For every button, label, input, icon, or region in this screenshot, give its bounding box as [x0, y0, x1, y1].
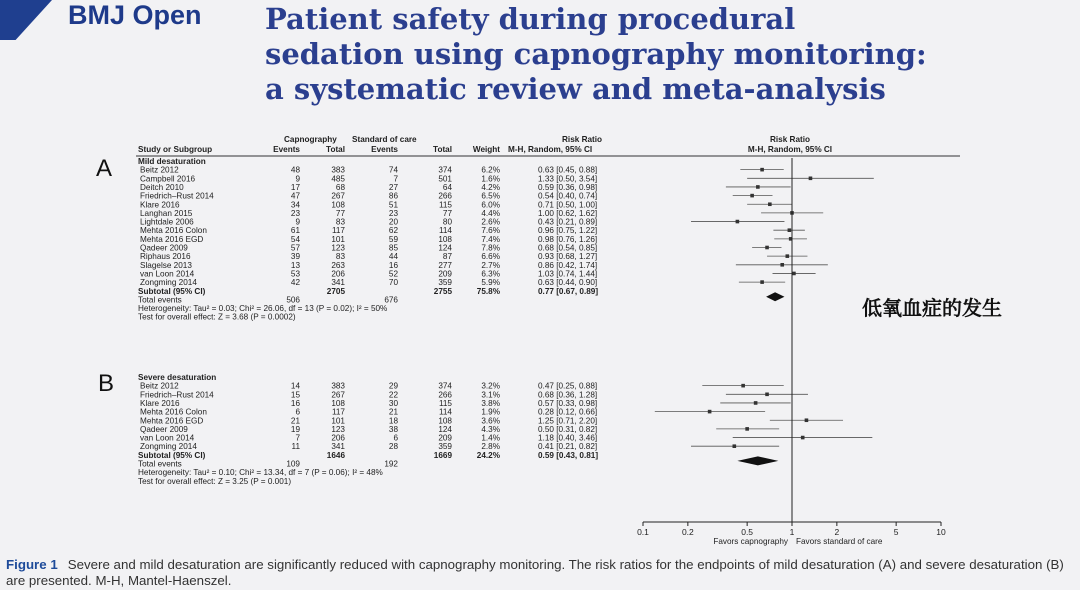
events-capnography: 6 — [295, 407, 300, 417]
point-estimate — [786, 254, 790, 258]
total-capnography: 108 — [331, 398, 345, 408]
total-capnography: 108 — [331, 200, 345, 210]
study-rr-ci: 0.43 [0.21, 0.89] — [538, 217, 598, 227]
study-name: Deitch 2010 — [140, 182, 184, 192]
study-name: Zongming 2014 — [140, 442, 197, 452]
events-capnography: 54 — [290, 234, 300, 244]
events-capnography: 21 — [290, 416, 300, 426]
events-capnography: 47 — [290, 191, 300, 201]
title-line-1: Patient safety during procedural — [265, 2, 796, 36]
events-standard: 21 — [388, 407, 398, 417]
events-capnography: 48 — [290, 165, 300, 175]
total-standard: 87 — [442, 252, 452, 262]
subtotal-label: Subtotal (95% CI) — [138, 450, 206, 460]
study-weight: 1.4% — [481, 433, 500, 443]
events-standard: 86 — [388, 191, 398, 201]
point-estimate — [765, 393, 769, 397]
total-capnography: 383 — [331, 165, 345, 175]
subtotal-diamond — [737, 456, 778, 465]
study-weight: 7.8% — [481, 243, 500, 253]
study-name: Slagelse 2013 — [140, 260, 192, 270]
total-capnography: 267 — [331, 390, 345, 400]
total-capnography: 123 — [331, 424, 345, 434]
study-name: Mehta 2016 EGD — [140, 416, 204, 426]
study-name: Friedrich–Rust 2014 — [140, 191, 214, 201]
total-events-standard: 192 — [384, 459, 398, 469]
point-estimate — [708, 410, 712, 414]
study-name: van Loon 2014 — [140, 433, 195, 443]
events-capnography: 11 — [291, 442, 300, 452]
study-weight: 7.4% — [481, 234, 500, 244]
point-estimate — [756, 185, 760, 189]
total-standard: 108 — [438, 234, 452, 244]
subtotal-rr-ci: 0.59 [0.43, 0.81] — [538, 450, 599, 460]
study-rr-ci: 1.25 [0.71, 2.20] — [538, 416, 598, 426]
point-estimate — [765, 246, 769, 250]
study-name: Mehta 2016 Colon — [140, 226, 207, 236]
study-name: Beitz 2012 — [140, 165, 179, 175]
total-standard: 108 — [438, 416, 452, 426]
events-standard: 70 — [388, 278, 398, 288]
total-capnography: 485 — [331, 174, 345, 184]
point-estimate — [736, 220, 740, 224]
study-weight: 6.6% — [481, 252, 500, 262]
study-weight: 3.6% — [481, 416, 500, 426]
annotation-hypoxemia: 低氧血症的发生 — [862, 296, 1002, 320]
study-weight: 1.9% — [481, 407, 500, 417]
total-capnography: 68 — [335, 182, 345, 192]
total-capnography: 77 — [335, 208, 345, 218]
events-standard: 30 — [388, 398, 398, 408]
study-name: Klare 2016 — [140, 398, 180, 408]
study-rr-ci: 0.54 [0.40, 0.74] — [538, 191, 598, 201]
study-weight: 4.3% — [481, 424, 500, 434]
point-estimate — [768, 202, 772, 206]
study-weight: 6.2% — [481, 165, 500, 175]
header-capnography: Capnography — [284, 135, 337, 144]
events-standard: 16 — [388, 260, 398, 270]
study-rr-ci: 1.03 [0.74, 1.44] — [538, 269, 598, 279]
total-events-label: Total events — [138, 295, 182, 305]
header-weight: Weight — [472, 145, 500, 154]
total-standard: 124 — [438, 424, 452, 434]
total-standard: 115 — [438, 200, 452, 210]
events-standard: 27 — [388, 182, 398, 192]
total-standard: 277 — [438, 260, 452, 270]
panel-label-a: A — [96, 155, 113, 182]
point-estimate — [754, 401, 758, 405]
total-capnography: 341 — [331, 442, 345, 452]
events-standard: 51 — [388, 200, 398, 210]
total-events-standard: 676 — [384, 295, 398, 305]
header-total-2: Total — [433, 145, 452, 154]
events-capnography: 39 — [290, 252, 300, 262]
total-capnography: 267 — [331, 191, 345, 201]
study-rr-ci: 0.50 [0.31, 0.82] — [538, 424, 598, 434]
events-capnography: 16 — [290, 398, 300, 408]
point-estimate — [733, 444, 737, 448]
study-name: Qadeer 2009 — [140, 243, 188, 253]
study-weight: 2.7% — [481, 260, 500, 270]
study-name: van Loon 2014 — [140, 269, 195, 279]
header-risk-ratio: Risk Ratio — [562, 135, 603, 144]
study-weight: 2.6% — [481, 217, 500, 227]
total-standard: 64 — [442, 182, 452, 192]
total-capnography: 263 — [331, 260, 345, 270]
total-capnography: 83 — [335, 252, 345, 262]
journal-brand: BMJ Open — [68, 0, 202, 30]
header-events-2: Events — [371, 145, 398, 154]
study-name: Langhan 2015 — [140, 208, 193, 218]
events-standard: 6 — [393, 433, 398, 443]
plot-header-mh-random: M-H, Random, 95% CI — [747, 145, 833, 154]
title-line-2: sedation using capnography monitoring: — [265, 37, 927, 71]
study-name: Klare 2016 — [140, 200, 180, 210]
events-standard: 28 — [388, 442, 398, 452]
events-standard: 22 — [388, 390, 398, 400]
total-capnography: 101 — [331, 416, 345, 426]
point-estimate — [788, 228, 792, 232]
total-standard: 266 — [438, 191, 452, 201]
events-capnography: 23 — [290, 208, 300, 218]
study-rr-ci: 1.18 [0.40, 3.46] — [538, 433, 598, 443]
subtotal-total-capnography: 2705 — [326, 286, 345, 296]
heterogeneity-text: Heterogeneity: Tau² = 0.03; Chi² = 26.06, df = 13 (P = 0.02); I² = 50% — [138, 304, 388, 314]
study-name: Campbell 2016 — [140, 174, 196, 184]
events-capnography: 57 — [290, 243, 300, 253]
events-standard: 62 — [388, 226, 398, 236]
caption-text: Severe and mild desaturation are significantly reduced with capnography monitoring. The risk ratios for the endpoints of mild desaturation (A) and severe desaturation (B) are presented. M-H, Mantel-Haenszel. — [6, 557, 1064, 588]
total-standard: 124 — [438, 243, 452, 253]
study-weight: 4.4% — [481, 208, 500, 218]
events-capnography: 42 — [290, 278, 300, 288]
total-capnography: 83 — [335, 217, 345, 227]
x-tick-label: 1 — [789, 527, 795, 537]
figure-label: Figure 1 — [6, 557, 58, 572]
point-estimate — [760, 168, 764, 172]
study-rr-ci: 0.68 [0.54, 0.85] — [538, 243, 598, 253]
subgroup-title: Severe desaturation — [138, 373, 217, 382]
total-standard: 359 — [438, 278, 452, 288]
total-capnography: 206 — [331, 269, 345, 279]
study-name: Zongming 2014 — [140, 278, 197, 288]
study-weight: 3.2% — [481, 381, 500, 391]
subtotal-weight: 24.2% — [476, 450, 500, 460]
total-capnography: 383 — [331, 381, 345, 391]
subtotal-weight: 75.8% — [476, 286, 500, 296]
x-tick-label: 5 — [893, 527, 899, 537]
point-estimate — [809, 177, 813, 181]
total-standard: 209 — [438, 433, 452, 443]
events-capnography: 19 — [290, 424, 300, 434]
study-weight: 6.0% — [481, 200, 500, 210]
total-standard: 374 — [438, 165, 452, 175]
events-capnography: 34 — [290, 200, 300, 210]
study-name: Beitz 2012 — [140, 381, 179, 391]
events-capnography: 13 — [290, 260, 300, 270]
total-capnography: 117 — [331, 407, 345, 417]
events-standard: 7 — [393, 174, 398, 184]
header-standard-of-care: Standard of care — [352, 135, 417, 144]
study-weight: 1.6% — [481, 174, 500, 184]
x-tick-label: 0.5 — [741, 527, 754, 537]
events-standard: 74 — [388, 165, 398, 175]
study-name: Riphaus 2016 — [140, 252, 191, 262]
study-weight: 2.8% — [481, 442, 500, 452]
header-total-1: Total — [326, 145, 345, 154]
events-standard: 23 — [388, 208, 398, 218]
study-rr-ci: 0.71 [0.50, 1.00] — [538, 200, 598, 210]
total-standard: 115 — [438, 398, 452, 408]
point-estimate — [741, 384, 745, 388]
events-capnography: 53 — [290, 269, 300, 279]
point-estimate — [805, 418, 809, 422]
study-weight: 6.5% — [481, 191, 500, 201]
total-capnography: 117 — [331, 226, 345, 236]
total-standard: 77 — [442, 208, 452, 218]
events-standard: 29 — [388, 381, 398, 391]
study-rr-ci: 0.47 [0.25, 0.88] — [538, 381, 598, 391]
study-weight: 7.6% — [481, 226, 500, 236]
point-estimate — [760, 280, 764, 284]
total-capnography: 123 — [331, 243, 345, 253]
subgroup-title: Mild desaturation — [138, 157, 206, 166]
study-weight: 5.9% — [481, 278, 500, 288]
total-events-label: Total events — [138, 459, 182, 469]
study-rr-ci: 0.57 [0.33, 0.98] — [538, 398, 598, 408]
favors-standard-label: Favors standard of care — [796, 537, 883, 546]
total-capnography: 341 — [331, 278, 345, 288]
panel-label-b: B — [98, 370, 115, 397]
total-capnography: 101 — [331, 234, 345, 244]
header-mh-random: M-H, Random, 95% CI — [508, 145, 593, 154]
study-rr-ci: 0.93 [0.68, 1.27] — [538, 252, 598, 262]
events-standard: 85 — [388, 243, 398, 253]
events-capnography: 15 — [290, 390, 300, 400]
study-rr-ci: 0.96 [0.75, 1.22] — [538, 226, 598, 236]
subtotal-total-standard: 1669 — [433, 450, 452, 460]
subtotal-diamond — [766, 292, 784, 301]
figure-caption — [6, 557, 1076, 589]
events-standard: 59 — [388, 234, 398, 244]
events-capnography: 9 — [295, 174, 300, 184]
events-capnography: 14 — [290, 381, 300, 391]
point-estimate — [780, 263, 784, 267]
study-rr-ci: 0.41 [0.21, 0.82] — [538, 442, 598, 452]
point-estimate — [792, 272, 796, 276]
title-line-3: a systematic review and meta-analysis — [265, 72, 886, 106]
heterogeneity-text: Heterogeneity: Tau² = 0.10; Chi² = 13.34, df = 7 (P = 0.06); I² = 48% — [138, 468, 383, 478]
study-rr-ci: 0.86 [0.42, 1.74] — [538, 260, 598, 270]
study-rr-ci: 0.28 [0.12, 0.66] — [538, 407, 598, 417]
header-study: Study or Subgroup — [138, 145, 213, 154]
events-standard: 18 — [388, 416, 398, 426]
total-standard: 209 — [438, 269, 452, 279]
total-standard: 114 — [438, 226, 452, 236]
events-capnography: 17 — [290, 182, 300, 192]
study-rr-ci: 0.59 [0.36, 0.98] — [538, 182, 598, 192]
study-rr-ci: 0.63 [0.45, 0.88] — [538, 165, 598, 175]
study-name: Friedrich–Rust 2014 — [140, 390, 214, 400]
study-weight: 4.2% — [481, 182, 500, 192]
point-estimate — [750, 194, 754, 198]
x-tick-label: 10 — [936, 527, 946, 537]
study-rr-ci: 0.68 [0.36, 1.28] — [538, 390, 598, 400]
favors-capnography-label: Favors capnography — [713, 537, 788, 546]
x-tick-label: 0.1 — [637, 527, 649, 537]
subtotal-label: Subtotal (95% CI) — [138, 286, 206, 296]
total-events-capnography: 506 — [286, 295, 300, 305]
overall-effect-text: Test for overall effect: Z = 3.25 (P = 0.001) — [138, 476, 292, 486]
events-capnography: 61 — [290, 226, 300, 236]
x-tick-label: 0.2 — [681, 527, 694, 537]
total-standard: 114 — [438, 407, 452, 417]
study-rr-ci: 0.98 [0.76, 1.26] — [538, 234, 598, 244]
study-name: Mehta 2016 Colon — [140, 407, 207, 417]
total-standard: 501 — [438, 174, 452, 184]
study-weight: 3.1% — [481, 390, 500, 400]
study-name: Mehta 2016 EGD — [140, 234, 204, 244]
events-standard: 20 — [388, 217, 398, 227]
overall-effect-text: Test for overall effect: Z = 3.68 (P = 0.0002) — [138, 312, 296, 322]
total-events-capnography: 109 — [286, 459, 300, 469]
events-standard: 52 — [388, 269, 398, 279]
point-estimate — [745, 427, 749, 431]
study-weight: 3.8% — [481, 398, 500, 408]
subtotal-total-standard: 2755 — [433, 286, 452, 296]
total-standard: 80 — [442, 217, 452, 227]
subtotal-rr-ci: 0.77 [0.67, 0.89] — [538, 286, 599, 296]
study-name: Lightdale 2006 — [140, 217, 194, 227]
study-name: Qadeer 2009 — [140, 424, 188, 434]
events-capnography: 7 — [295, 433, 300, 443]
events-standard: 44 — [388, 252, 398, 262]
total-capnography: 206 — [331, 433, 345, 443]
total-standard: 359 — [438, 442, 452, 452]
study-rr-ci: 1.00 [0.62, 1.62] — [538, 208, 598, 218]
total-standard: 266 — [438, 390, 452, 400]
point-estimate — [801, 436, 805, 440]
header-events-1: Events — [273, 145, 300, 154]
plot-header-risk-ratio: Risk Ratio — [769, 135, 811, 144]
events-capnography: 9 — [295, 217, 300, 227]
study-rr-ci: 0.63 [0.44, 0.90] — [538, 278, 598, 288]
study-rr-ci: 1.33 [0.50, 3.54] — [538, 174, 598, 184]
total-standard: 374 — [438, 381, 452, 391]
study-weight: 6.3% — [481, 269, 500, 279]
events-standard: 38 — [388, 424, 398, 434]
x-tick-label: 2 — [834, 527, 840, 537]
subtotal-total-capnography: 1646 — [326, 450, 345, 460]
